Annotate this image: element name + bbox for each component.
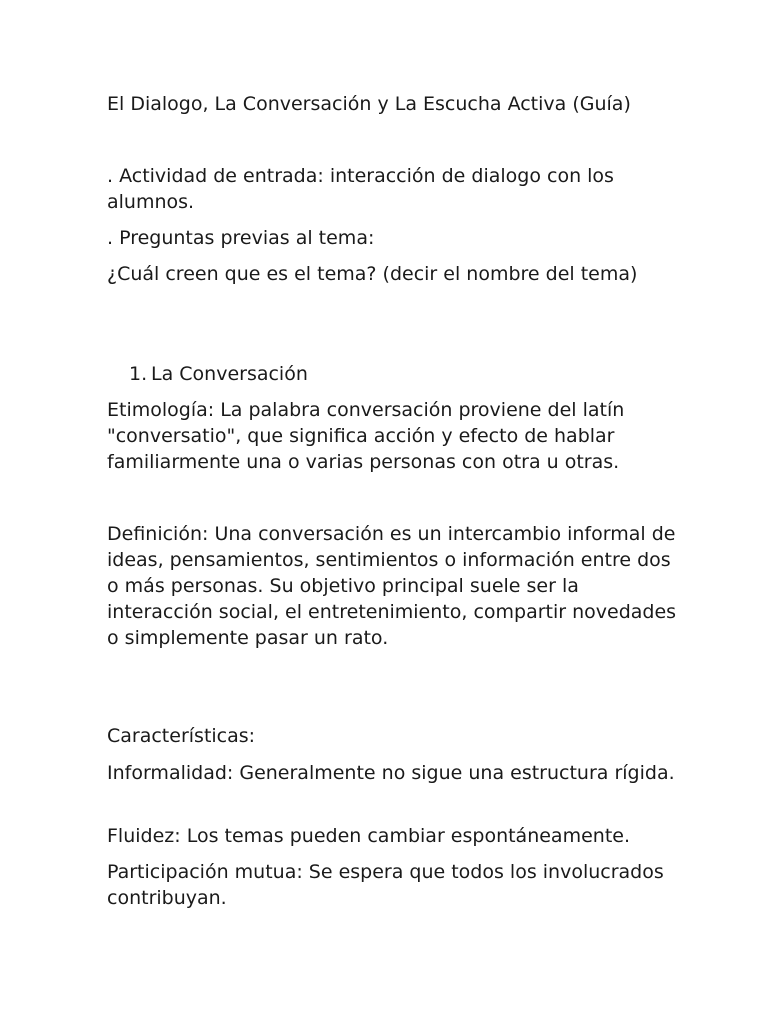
characteristic-item: Informalidad: Generalmente no sigue una estructura rígida. bbox=[107, 762, 675, 784]
definition-paragraph: Definición: Una conversación es un intercambio informal de ideas, pensamientos, sentimientos o información entre dos o más personas. Su objetivo principal suele ser la interacción social, el entretenimiento, compartir novedades o simplemente pasar un rato. bbox=[107, 523, 677, 649]
etymology-paragraph: Etimología: La palabra conversación proviene del latín "conversatio", que significa acción y efecto de hablar familiarmente una o varias personas con otra u otras. bbox=[107, 399, 625, 473]
prior-questions-label: . Preguntas previas al tema: bbox=[107, 227, 375, 249]
characteristics-label: Características: bbox=[107, 725, 256, 747]
section-heading-conversation bbox=[129, 361, 669, 387]
characteristic-item: Participación mutua: Se espera que todos los involucrados contribuyan. bbox=[107, 861, 664, 909]
document-title: El Dialogo, La Conversación y La Escucha Activa (Guía) bbox=[107, 93, 631, 115]
section-heading-text: La Conversación bbox=[151, 363, 308, 385]
entry-activity: . Actividad de entrada: interacción de dialogo con los alumnos. bbox=[107, 165, 614, 213]
characteristic-item: Fluidez: Los temas pueden cambiar espontáneamente. bbox=[107, 825, 630, 847]
prior-question: ¿Cuál creen que es el tema? (decir el nombre del tema) bbox=[107, 263, 638, 285]
list-number: 1. bbox=[129, 363, 148, 385]
